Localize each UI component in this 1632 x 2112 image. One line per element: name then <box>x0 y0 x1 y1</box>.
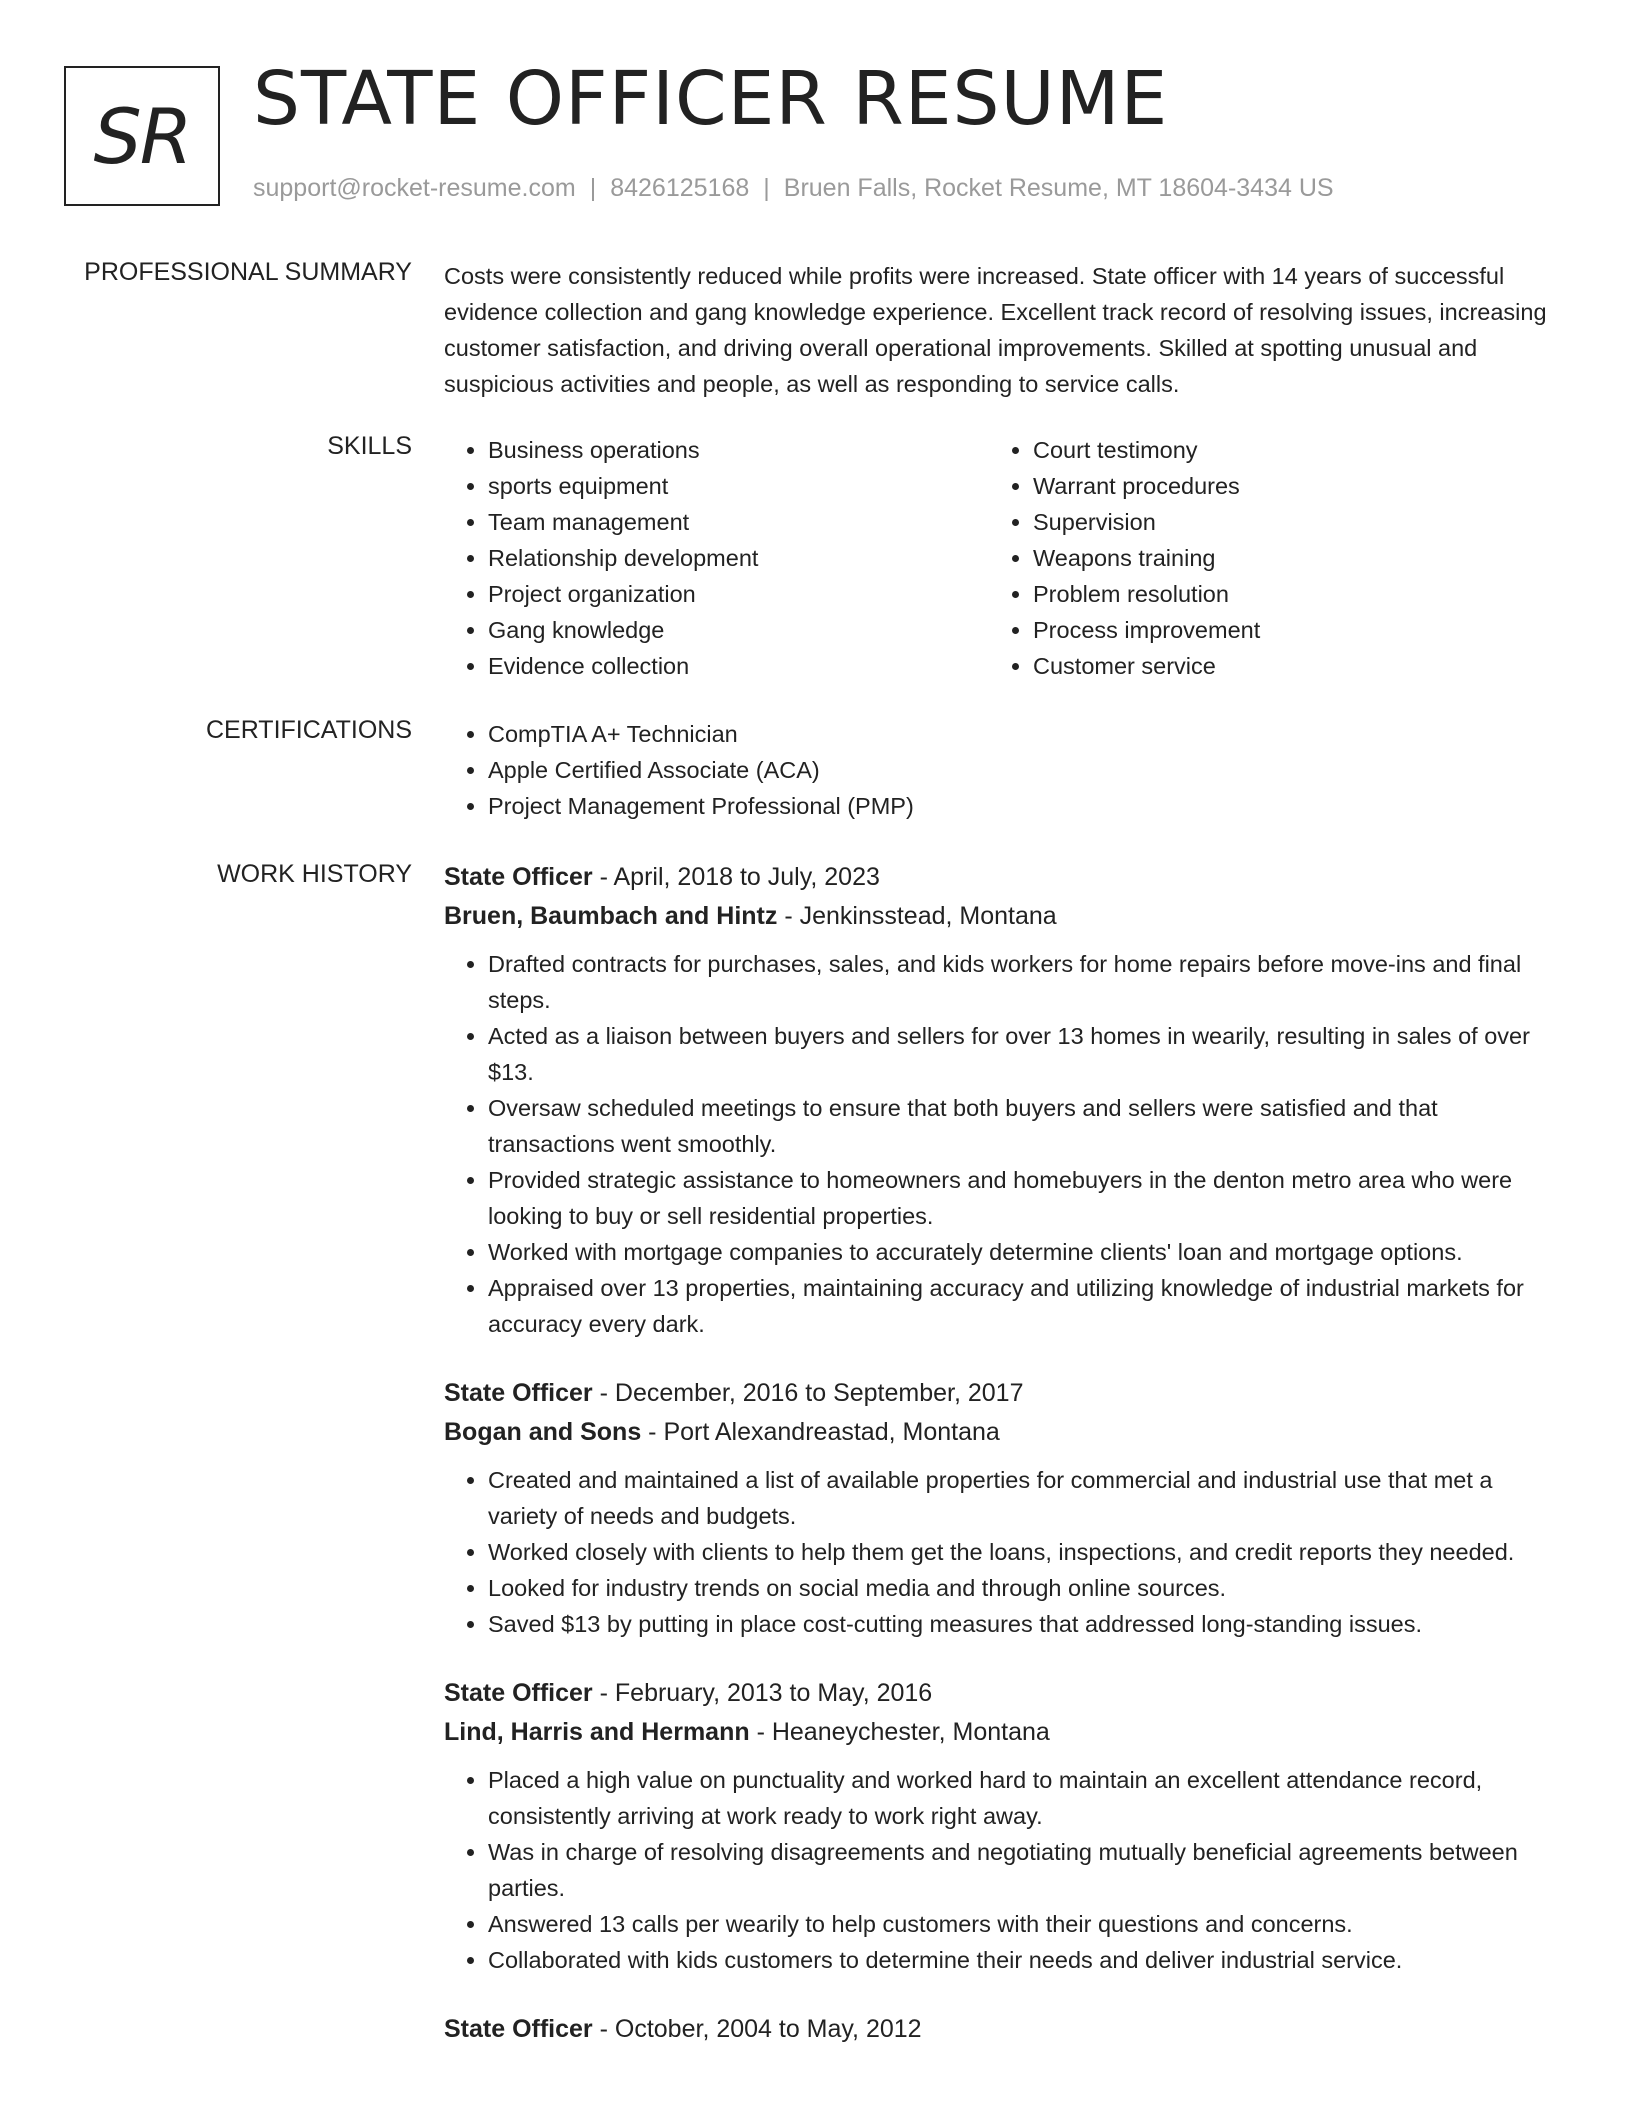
skill-item: • Evidence collection <box>488 648 758 684</box>
job-bullet: • Created and maintained a list of available properties for commercial and industrial use that met a variety of needs and budgets. <box>488 1462 1554 1534</box>
job-dates: - October, 2004 to May, 2012 <box>592 2015 922 2043</box>
job-dates: - February, 2013 to May, 2016 <box>592 1679 933 1707</box>
job-company-line <box>444 1413 1554 1452</box>
job-location: - Port Alexandreastad, Montana <box>641 1418 1000 1446</box>
summary-text: Costs were consistently reduced while profits were increased. State officer with 14 years of successful evidence collection and gang knowledge experience. Excellent track record of resolving issues, increasing customer satisfaction, and driving overall operational improvements. Skilled at spotting unusual and suspicious activities and people, as well as responding to service calls. <box>444 263 1547 397</box>
skill-item: • Relationship development <box>488 540 758 576</box>
job-bullet: • Acted as a liaison between buyers and sellers for over 13 homes in wearily, resulting in sales of over $13. <box>488 1018 1554 1090</box>
job-bullet: • Looked for industry trends on social media and through online sources. <box>488 1570 1554 1606</box>
job-title: State Officer <box>444 1379 593 1407</box>
skill-item: • Problem resolution <box>1033 576 1260 612</box>
job-location: - Jenkinsstead, Montana <box>777 902 1057 930</box>
skill-item: • sports equipment <box>488 468 758 504</box>
contact-email[interactable]: support@rocket-resume.com <box>253 174 576 202</box>
job-bullets <box>444 1762 1554 1978</box>
contact-phone: 8426125168 <box>610 174 750 202</box>
job-title-line <box>444 1674 1554 1713</box>
skill-item: • Supervision <box>1033 504 1260 540</box>
skill-item: • Gang knowledge <box>488 612 758 648</box>
job-bullets <box>444 1462 1554 1642</box>
job-bullet: • Provided strategic assistance to homeowners and homebuyers in the denton metro area who were looking to buy or sell residential properties. <box>488 1162 1554 1234</box>
contact-address: Bruen Falls, Rocket Resume, MT 18604-3434 US <box>783 174 1334 202</box>
page-title: STATE OFFICER RESUME <box>253 56 1169 142</box>
job-bullet: • Saved $13 by putting in place cost-cutting measures that addressed long-standing issues. <box>488 1606 1554 1642</box>
job-company: Bruen, Baumbach and Hintz <box>444 902 778 930</box>
job-location: - Heaneychester, Montana <box>749 1718 1050 1746</box>
job-title: State Officer <box>444 1679 593 1707</box>
job-entry <box>444 1374 1554 1642</box>
skills-list-left <box>444 432 758 684</box>
job-dates: - April, 2018 to July, 2023 <box>592 863 880 891</box>
certification-item: • CompTIA A+ Technician <box>488 716 1554 752</box>
certification-item: • Apple Certified Associate (ACA) <box>488 752 1554 788</box>
skill-item: • Court testimony <box>1033 432 1260 468</box>
job-title-line <box>444 1374 1554 1413</box>
job-bullet: • Placed a high value on punctuality and worked hard to maintain an excellent attendance record, consistently arriving at work ready to work right away. <box>488 1762 1554 1834</box>
job-bullets <box>444 946 1554 1342</box>
skill-item: • Business operations <box>488 432 758 468</box>
skills-list-right <box>989 432 1260 684</box>
job-entry <box>444 1674 1554 1978</box>
job-entry <box>444 858 1554 1342</box>
contact-separator: | <box>763 174 770 202</box>
skill-item: • Weapons training <box>1033 540 1260 576</box>
skill-item: • Process improvement <box>1033 612 1260 648</box>
job-title-line <box>444 858 1554 897</box>
section-label-work-history: WORK HISTORY <box>217 860 412 888</box>
job-company-line <box>444 1713 1554 1752</box>
job-bullet: • Worked closely with clients to help them get the loans, inspections, and credit reports they needed. <box>488 1534 1554 1570</box>
job-bullet: • Worked with mortgage companies to accurately determine clients' loan and mortgage options. <box>488 1234 1554 1270</box>
skill-item: • Customer service <box>1033 648 1260 684</box>
certifications-list <box>444 716 1554 824</box>
job-bullet: • Collaborated with kids customers to determine their needs and deliver industrial service. <box>488 1942 1554 1978</box>
job-bullet: • Answered 13 calls per wearily to help customers with their questions and concerns. <box>488 1906 1554 1942</box>
skill-item: • Project organization <box>488 576 758 612</box>
monogram-logo: SR <box>64 66 220 206</box>
job-title: State Officer <box>444 863 593 891</box>
job-title-line <box>444 2010 1554 2049</box>
job-company: Bogan and Sons <box>444 1418 642 1446</box>
job-bullet: • Was in charge of resolving disagreements and negotiating mutually beneficial agreements between parties. <box>488 1834 1554 1906</box>
job-bullet: • Drafted contracts for purchases, sales, and kids workers for home repairs before move-ins and final steps. <box>488 946 1554 1018</box>
section-label-skills: SKILLS <box>327 432 412 460</box>
job-title: State Officer <box>444 2015 593 2043</box>
certification-item: • Project Management Professional (PMP) <box>488 788 1554 824</box>
job-company: Lind, Harris and Hermann <box>444 1718 750 1746</box>
skill-item: • Team management <box>488 504 758 540</box>
section-label-certifications: CERTIFICATIONS <box>205 716 412 744</box>
contact-line <box>253 174 1334 203</box>
job-dates: - December, 2016 to September, 2017 <box>592 1379 1024 1407</box>
job-entry <box>444 2010 1554 2049</box>
contact-separator: | <box>589 174 597 202</box>
job-company-line <box>444 897 1554 936</box>
skill-item: • Warrant procedures <box>1033 468 1260 504</box>
section-label-summary: PROFESSIONAL SUMMARY <box>84 258 412 286</box>
job-bullet: • Appraised over 13 properties, maintaining accuracy and utilizing knowledge of industrial markets for accuracy every dark. <box>488 1270 1554 1342</box>
job-bullet: • Oversaw scheduled meetings to ensure that both buyers and sellers were satisfied and that transactions went smoothly. <box>488 1090 1554 1162</box>
